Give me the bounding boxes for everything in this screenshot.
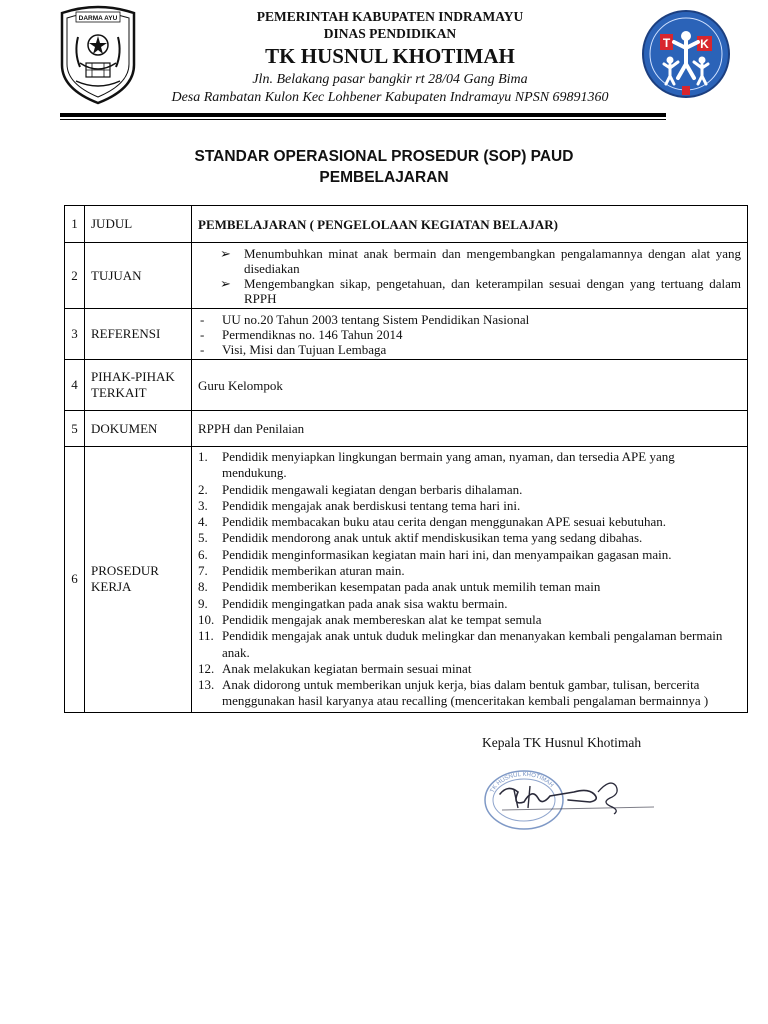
- dash-bullet: -: [200, 326, 205, 342]
- row-value-judul: PEMBELAJARAN ( PENGELOLAAN KEGIATAN BELAJAR): [192, 206, 748, 243]
- step-number: 10.: [198, 611, 215, 627]
- procedure-step: 12. Anak melakukan kegiatan bermain sesuai minat: [198, 660, 472, 676]
- row-number: 2: [65, 243, 85, 309]
- step-number: 2.: [198, 481, 208, 497]
- tk-letter-k: K: [700, 37, 709, 51]
- step-number: 7.: [198, 563, 208, 579]
- darma-ayu-regency-emblem: [56, 3, 140, 107]
- school-name: TK HUSNUL KHOTIMAH: [265, 44, 515, 68]
- list-item: - Permendiknas no. 146 Tahun 2014: [200, 326, 403, 342]
- stamp-text: TK HUSNUL KHOTIMAH: [489, 771, 555, 794]
- letterhead-rule-thin: [60, 119, 666, 120]
- row-value-referensi: [192, 309, 748, 360]
- step-number: 3.: [198, 497, 208, 513]
- procedure-step: 6. Pendidik menginformasikan kegiatan main hari ini, dan menyampaikan gagasan main.: [198, 546, 672, 562]
- list-item: - Visi, Misi dan Tujuan Lembaga: [200, 341, 387, 357]
- row-number: 3: [65, 309, 85, 360]
- list-item: ➢ Mengembangkan sikap, pengetahuan, dan keterampilan sesuai dengan yang tertuang dalam RPPH: [220, 275, 741, 306]
- procedure-step: 8. Pendidik memberikan kesempatan pada anak untuk memilih teman main: [198, 579, 601, 595]
- procedure-step: 3. Pendidik mengajak anak berdiskusi tentang tema hari ini.: [198, 497, 521, 513]
- table-row-tujuan: [65, 243, 748, 309]
- row-label-prosedur-kerja: PROSEDUR KERJA: [85, 447, 192, 713]
- procedure-step: 2. Pendidik mengawali kegiatan dengan berbaris dihalaman.: [198, 481, 523, 497]
- step-number: 5.: [198, 530, 208, 546]
- table-row-pihak-terkait: [65, 360, 748, 411]
- step-number: 8.: [198, 579, 208, 595]
- table-row-dokumen: [65, 411, 748, 447]
- government-name: PEMERINTAH KABUPATEN INDRAMAYU: [256, 9, 524, 24]
- table-row-judul: [65, 206, 748, 243]
- step-number: 12.: [198, 660, 215, 676]
- step-number: 1.: [198, 449, 208, 464]
- row-number: 4: [65, 360, 85, 411]
- step-number: 6.: [198, 546, 208, 562]
- sop-table: [64, 205, 748, 713]
- list-item: ➢ Menumbuhkan minat anak bermain dan mengembangkan pengalamannya dengan alat yang disediakan: [220, 245, 741, 276]
- letterhead-rule-thick: [60, 113, 666, 117]
- dash-bullet: -: [200, 311, 205, 327]
- signature-with-stamp: [478, 762, 668, 836]
- school-address-line1: Jln. Belakang pasar bangkir rt 28/04 Gang Bima: [252, 72, 528, 87]
- table-row-referensi: [65, 309, 748, 360]
- procedure-step: 5. Pendidik mendorong anak untuk aktif mendiskusikan tema yang sedang dibahas.: [198, 530, 643, 546]
- procedure-step: 7. Pendidik memberikan aturan main.: [198, 563, 405, 579]
- signature-title: Kepala TK Husnul Khotimah: [482, 735, 642, 750]
- procedure-steps-list: [198, 449, 741, 710]
- step-number: 11.: [198, 628, 214, 644]
- row-value-dokumen: RPPH dan Penilaian: [192, 411, 748, 447]
- row-value-pihak-terkait: Guru Kelompok: [192, 360, 748, 411]
- row-number: 1: [65, 206, 85, 243]
- row-number: 6: [65, 447, 85, 713]
- procedure-step: 1. Pendidik menyiapkan lingkungan bermain yang aman, nyaman, dan tersedia APE yang mendukung.: [198, 449, 675, 481]
- table-row-prosedur-kerja: [65, 447, 748, 713]
- tk-school-logo: [640, 2, 732, 106]
- procedure-step: 4. Pendidik membacakan buku atau cerita dengan menggunakan APE sesuai kebutuhan.: [198, 514, 667, 530]
- arrow-bullet-icon: ➢: [220, 275, 231, 291]
- row-value-tujuan: [192, 243, 748, 309]
- step-number: 9.: [198, 595, 208, 611]
- tk-letter-t: T: [662, 36, 671, 50]
- procedure-step: 13. Anak didorong untuk memberikan unjuk kerja, bias dalam bentuk gambar, tulisan, bercerita menggunakan hasil karyanya atau recalling (menceritakan kembali pengalaman bermainnya ): [198, 677, 709, 709]
- row-label-judul: JUDUL: [85, 206, 192, 243]
- row-value-prosedur-kerja: [192, 447, 748, 713]
- row-number: 5: [65, 411, 85, 447]
- row-label-pihak-terkait: PIHAK-PIHAK TERKAIT: [85, 360, 192, 411]
- procedure-step: 11. Pendidik mengajak anak untuk duduk melingkar dan menanyakan kembali pengalaman bermain anak.: [198, 628, 723, 660]
- document-title-line2: PEMBELAJARAN: [319, 169, 449, 186]
- row-label-tujuan: TUJUAN: [85, 243, 192, 309]
- document-title-line1: STANDAR OPERASIONAL PROSEDUR (SOP) PAUD: [194, 148, 574, 165]
- svg-text:DARMA AYU: DARMA AYU: [78, 15, 118, 22]
- arrow-bullet-icon: ➢: [220, 245, 231, 261]
- letterhead: [140, 8, 640, 107]
- document-title: [120, 146, 648, 188]
- procedure-step: 9. Pendidik mengingatkan pada anak sisa waktu bermain.: [198, 595, 508, 611]
- procedure-step: 10. Pendidik mengajak anak membereskan alat ke tempat semula: [198, 611, 542, 627]
- school-address-line2: Desa Rambatan Kulon Kec Lohbener Kabupaten Indramayu NPSN 69891360: [171, 90, 609, 105]
- step-number: 13.: [198, 677, 215, 693]
- row-label-referensi: REFERENSI: [85, 309, 192, 360]
- list-item: - UU no.20 Tahun 2003 tentang Sistem Pendidikan Nasional: [200, 311, 530, 327]
- department-name: DINAS PENDIDIKAN: [323, 26, 457, 41]
- step-number: 4.: [198, 514, 208, 530]
- dash-bullet: -: [200, 341, 205, 357]
- row-label-dokumen: DOKUMEN: [85, 411, 192, 447]
